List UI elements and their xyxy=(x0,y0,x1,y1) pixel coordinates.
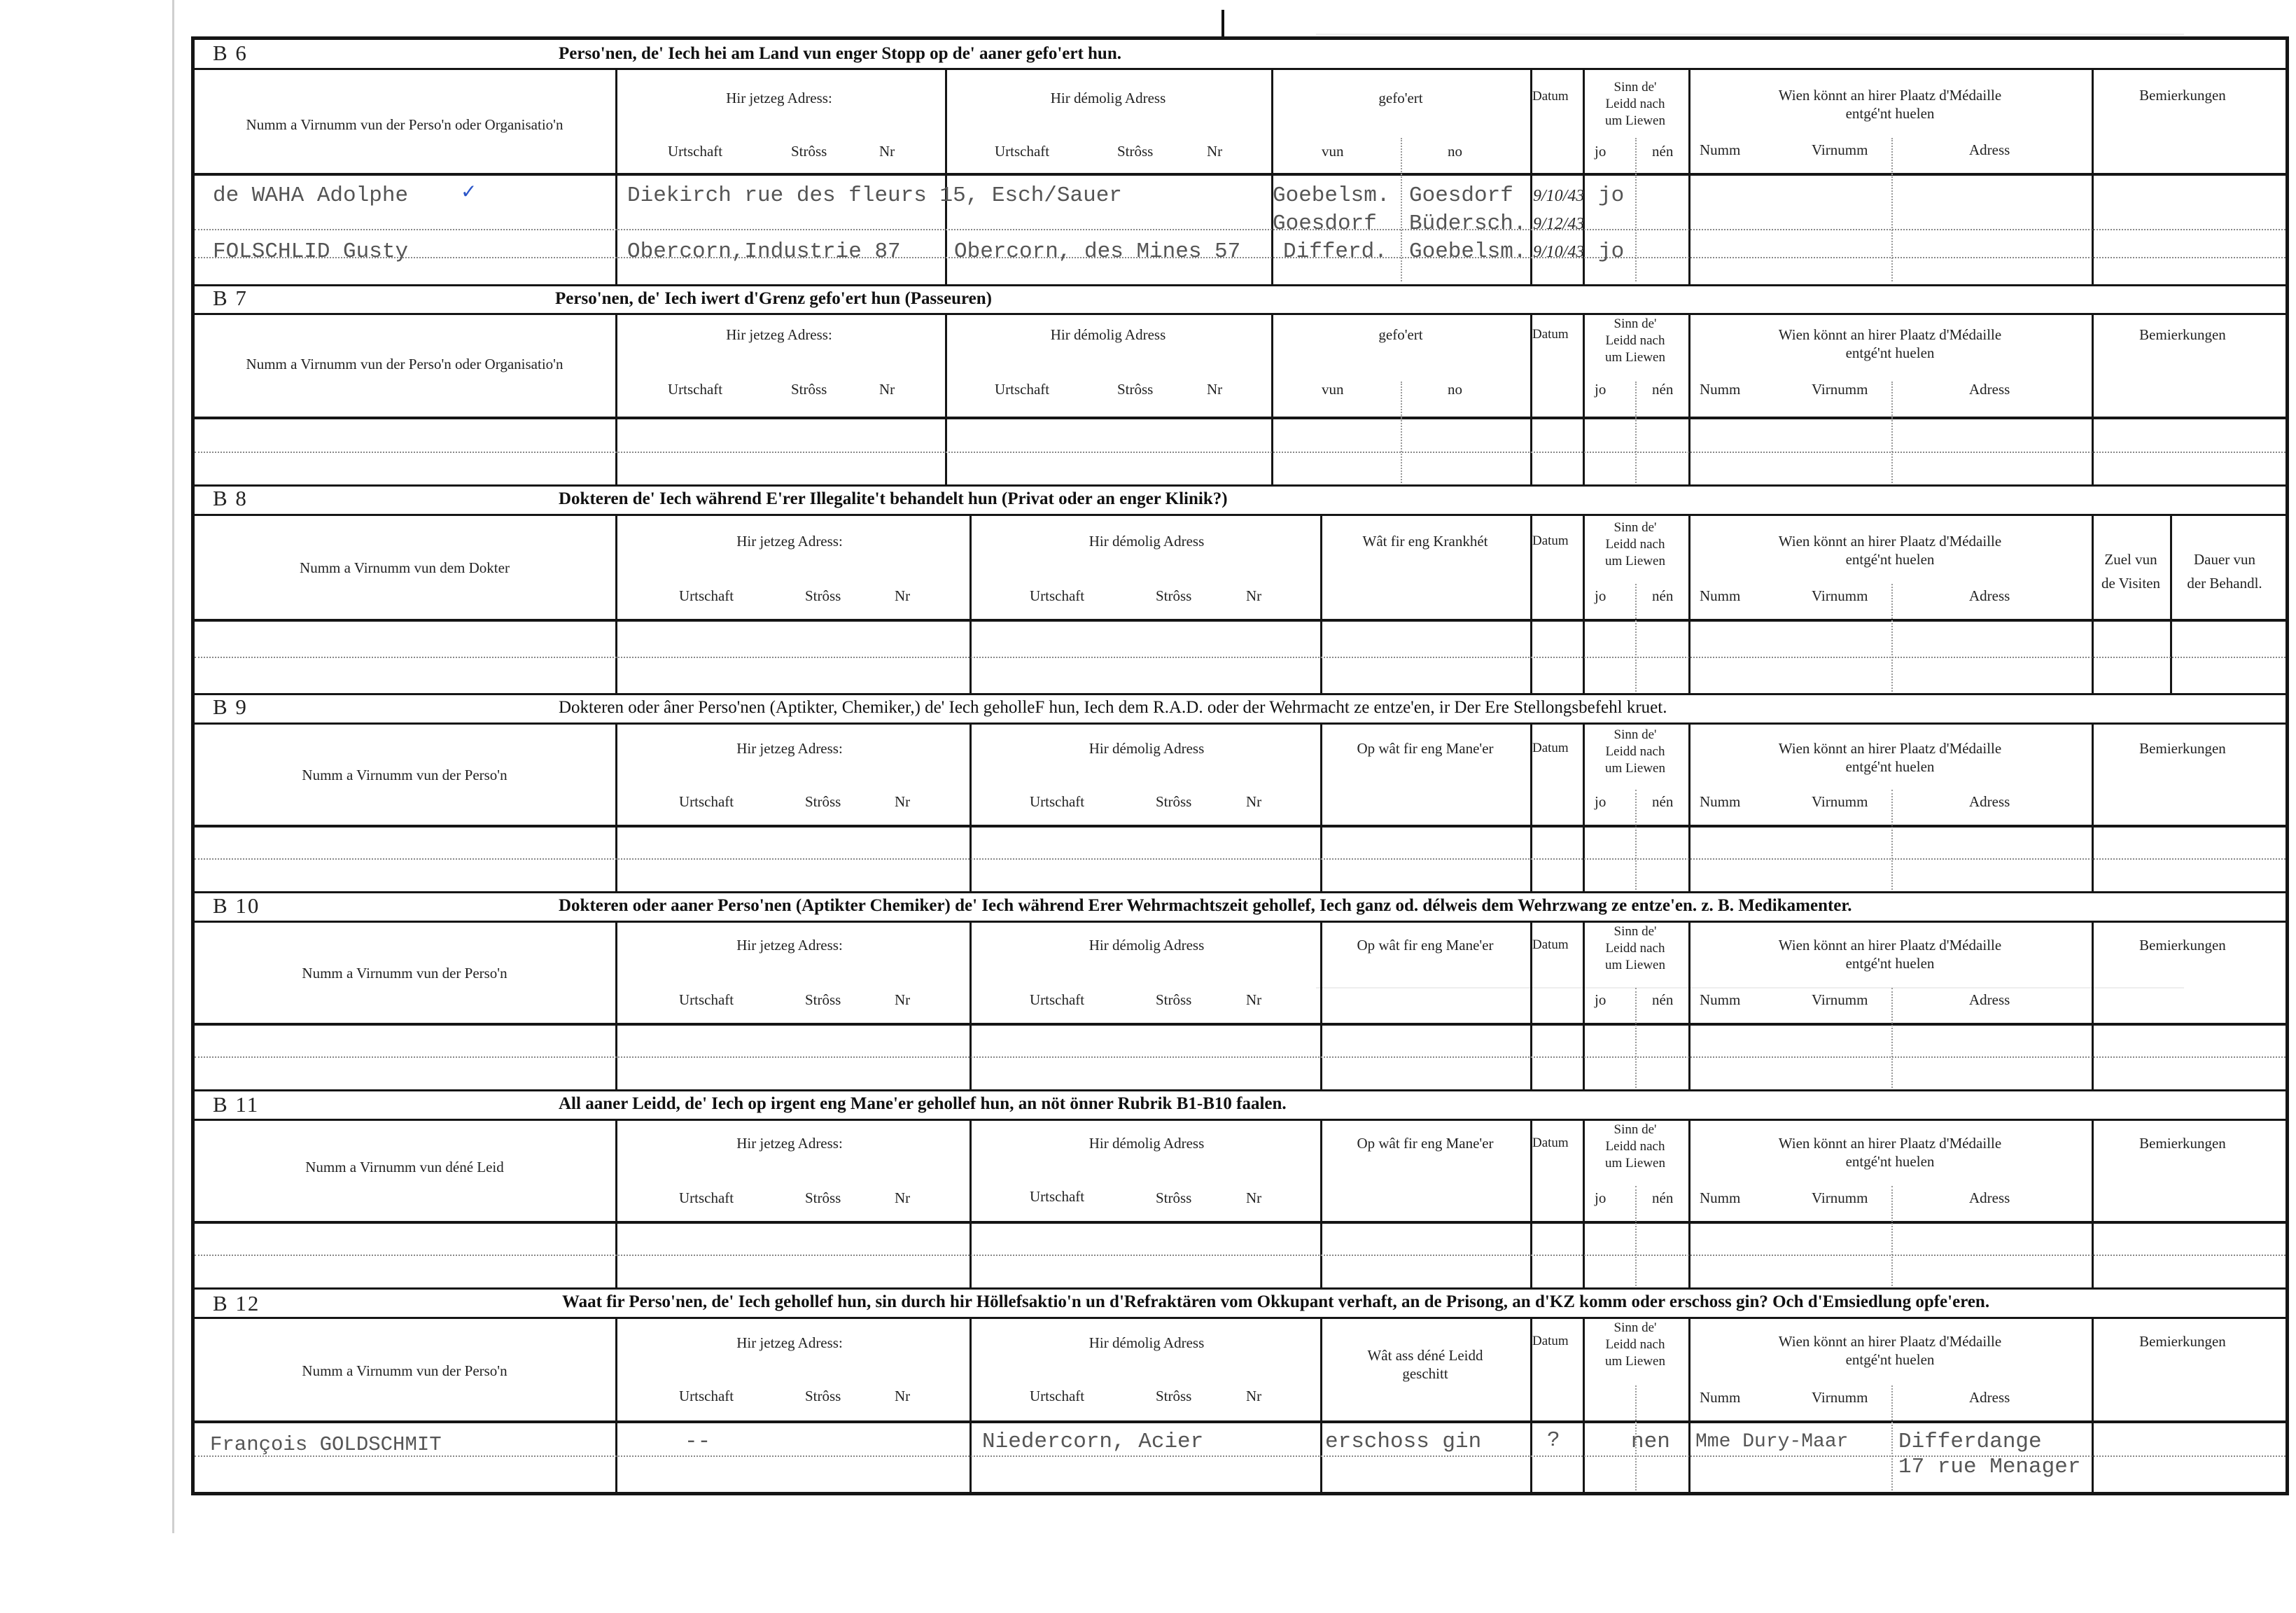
entry-yes: jo xyxy=(1598,183,1625,208)
column-header: no xyxy=(1448,143,1462,160)
column-header: jo xyxy=(1595,381,1606,398)
column-header: Strôss xyxy=(805,793,841,810)
column-header: nén xyxy=(1652,1189,1674,1206)
column-header: Nr xyxy=(895,991,911,1008)
column-header: Urtschaft xyxy=(679,587,734,604)
section-title: Dokteren de' Iech während E'rer Illegalite't behandelt hun (Privat oder an enger Klinik?) xyxy=(559,489,1228,508)
entry-what-happened: erschoss gin xyxy=(1325,1430,1482,1454)
column-header: Wien könnt an hirer Plaatz d'Médaille xyxy=(1778,740,2002,757)
section-code: B 10 xyxy=(213,893,260,918)
section-b11 xyxy=(195,1091,2286,1289)
section-title: Perso'nen, de' Iech iwert d'Grenz gefo'ert hun (Passeuren) xyxy=(555,289,992,308)
column-header: nén xyxy=(1652,381,1674,398)
entry-to: Goesdorf xyxy=(1409,183,1513,208)
entry-to: Goebelsm. xyxy=(1409,239,1527,264)
column-header: Wât fir eng Krankhét xyxy=(1362,533,1488,550)
column-header: jo xyxy=(1595,1189,1606,1206)
entry-no: nen xyxy=(1631,1430,1670,1454)
column-header: Adress xyxy=(1969,381,2010,398)
column-header: Leidd nach xyxy=(1605,1139,1665,1154)
column-header: Leidd nach xyxy=(1605,537,1665,552)
column-header: Virnumm xyxy=(1812,991,1868,1008)
column-header: Datum xyxy=(1532,1334,1569,1348)
column-header: Bemierkungen xyxy=(2139,1333,2226,1350)
column-header: der Behandl. xyxy=(2187,575,2262,592)
entry-name: de WAHA Adolphe xyxy=(213,183,409,208)
entry-date: 9/10/43 xyxy=(1533,243,1585,261)
column-header: Hir jetzeg Adress: xyxy=(736,1334,843,1351)
column-header: Sinn de' xyxy=(1614,727,1657,742)
column-header: Leidd nach xyxy=(1605,97,1665,111)
entry-yes: jo xyxy=(1598,239,1625,264)
entry-former-address: Obercorn, des Mines 57 xyxy=(954,239,1241,264)
column-header: Numm a Virnumm vun der Perso'n oder Organisatio'n xyxy=(246,116,564,133)
column-header: Virnumm xyxy=(1812,587,1868,604)
column-header: Bemierkungen xyxy=(2139,1135,2226,1152)
section-title: Waat fir Perso'nen, de' Iech gehollef hun, sin durch hir Höllefsaktio'n un d'Refraktären vom Okkupant verhaft, an de Prisong, an d'KZ komm oder erschoss gin? Och d'Emsiedlung opfe'eren. xyxy=(562,1292,1990,1311)
column-header: entgé'nt huelen xyxy=(1845,1153,1935,1170)
column-header: Nr xyxy=(1246,1189,1262,1206)
column-header: Urtschaft xyxy=(995,143,1050,160)
column-header: Virnumm xyxy=(1812,793,1868,810)
entry-date: ? xyxy=(1547,1428,1560,1453)
section-b8 xyxy=(195,486,2286,694)
column-header: gefo'ert xyxy=(1378,90,1423,106)
column-header: entgé'nt huelen xyxy=(1845,955,1935,972)
entry-date: 9/10/43 xyxy=(1533,187,1585,205)
column-header: Virnumm xyxy=(1812,1189,1868,1206)
column-header: Nr xyxy=(1246,587,1262,604)
column-header: Strôss xyxy=(805,1189,841,1206)
column-header: Numm xyxy=(1700,793,1741,810)
page-marker xyxy=(1222,10,1224,36)
column-header: Adress xyxy=(1969,1389,2010,1406)
entry-from: Differd. xyxy=(1283,239,1387,264)
column-header: Leidd nach xyxy=(1605,744,1665,759)
column-header: Bemierkungen xyxy=(2139,326,2226,343)
column-header: Numm xyxy=(1700,381,1741,398)
column-header: geschitt xyxy=(1402,1365,1448,1382)
column-header: Nr xyxy=(1246,1388,1262,1404)
column-header: Urtschaft xyxy=(1030,991,1085,1008)
column-header: Numm xyxy=(1700,1389,1741,1406)
column-header: nén xyxy=(1652,143,1674,160)
section-code: B 6 xyxy=(213,41,248,65)
column-header: entgé'nt huelen xyxy=(1845,344,1935,361)
section-code: B 9 xyxy=(213,694,248,719)
column-header: Numm xyxy=(1700,587,1741,604)
column-header: nén xyxy=(1652,991,1674,1008)
column-header: Urtschaft xyxy=(679,1388,734,1404)
column-header: Strôss xyxy=(805,991,841,1008)
column-header: Hir démolig Adress xyxy=(1050,326,1166,343)
column-header: Hir démolig Adress xyxy=(1088,1135,1205,1152)
column-header: Numm xyxy=(1700,141,1741,158)
column-header: Nr xyxy=(879,143,895,160)
column-header: Numm a Virnumm vun dem Dokter xyxy=(300,559,510,576)
column-header: de Visiten xyxy=(2101,575,2161,592)
column-header: Numm xyxy=(1700,1189,1741,1206)
column-header: Numm a Virnumm vun der Perso'n xyxy=(302,767,507,783)
section-title: All aaner Leidd, de' Iech op irgent eng Mane'er gehollef hun, an nöt önner Rubrik B1-B10 faalen. xyxy=(559,1094,1287,1113)
column-header: vun xyxy=(1322,381,1344,398)
column-header: Wien könnt an hirer Plaatz d'Médaille xyxy=(1778,937,2002,954)
column-header: Numm xyxy=(1700,991,1741,1008)
entry-current-address: Obercorn,Industrie 87 xyxy=(627,239,901,264)
column-header: Op wât fir eng Mane'er xyxy=(1357,740,1494,757)
entry-former-address: Niedercorn, Acier xyxy=(982,1430,1204,1454)
column-header: Op wât fir eng Mane'er xyxy=(1357,1135,1494,1152)
column-header: Sinn de' xyxy=(1614,1320,1657,1335)
check-mark: ✓ xyxy=(461,180,477,203)
column-header: entgé'nt huelen xyxy=(1845,758,1935,775)
column-header: Strôss xyxy=(1156,1388,1192,1404)
column-header: Leidd nach xyxy=(1605,941,1665,956)
column-header: Strôss xyxy=(805,587,841,604)
column-header: um Liewen xyxy=(1604,1156,1666,1171)
column-header: Bemierkungen xyxy=(2139,87,2226,104)
entry-from: Goebelsm. xyxy=(1273,183,1390,208)
column-header: Sinn de' xyxy=(1614,924,1657,939)
column-header: Hir démolig Adress xyxy=(1088,740,1205,757)
column-header: Hir jetzeg Adress: xyxy=(726,90,832,106)
column-header: Wien könnt an hirer Plaatz d'Médaille xyxy=(1778,87,2002,104)
section-b12 xyxy=(195,1289,2286,1492)
column-header: Datum xyxy=(1532,533,1569,548)
column-header: Bemierkungen xyxy=(2139,740,2226,757)
column-header: Nr xyxy=(1207,143,1223,160)
section-b10 xyxy=(195,893,2286,1091)
column-header: Urtschaft xyxy=(1030,793,1085,810)
column-header: Urtschaft xyxy=(1030,587,1085,604)
column-header: Hir jetzeg Adress: xyxy=(736,740,843,757)
entry-date: 9/12/43 xyxy=(1533,215,1585,233)
column-header: Adress xyxy=(1969,991,2010,1008)
entry-to: Büdersch. xyxy=(1409,211,1527,236)
column-header: Nr xyxy=(1207,381,1223,398)
column-header: Bemierkungen xyxy=(2139,937,2226,954)
column-header: Datum xyxy=(1532,1136,1569,1150)
column-header: Hir jetzeg Adress: xyxy=(726,326,832,343)
column-header: Wât ass déné Leidd xyxy=(1367,1347,1483,1364)
column-header: jo xyxy=(1595,587,1606,604)
column-header: Datum xyxy=(1532,89,1569,104)
page-edge xyxy=(172,0,174,1533)
column-header: entgé'nt huelen xyxy=(1845,105,1935,122)
column-header: no xyxy=(1448,381,1462,398)
column-header: Hir jetzeg Adress: xyxy=(736,1135,843,1152)
section-title: Perso'nen, de' Iech hei am Land vun enger Stopp op de' aaner gefo'ert hun. xyxy=(559,44,1121,63)
section-b6 xyxy=(195,40,2286,286)
column-header: Hir démolig Adress xyxy=(1088,533,1205,550)
entry-current-address: -- xyxy=(685,1430,711,1454)
section-code: B 12 xyxy=(213,1291,260,1315)
section-code: B 11 xyxy=(213,1092,260,1117)
column-header: Adress xyxy=(1969,141,2010,158)
column-header: Strôss xyxy=(1156,991,1192,1008)
column-header: um Liewen xyxy=(1604,113,1666,128)
section-b9 xyxy=(195,694,2286,893)
column-header: Numm a Virnumm vun der Perso'n oder Organisatio'n xyxy=(246,356,564,372)
column-header: Strôss xyxy=(1117,381,1154,398)
entry-medal-address: Differdange xyxy=(1898,1430,2042,1454)
column-header: Wien könnt an hirer Plaatz d'Médaille xyxy=(1778,533,2002,550)
entry-from: Goesdorf xyxy=(1273,211,1377,236)
column-header: Hir démolig Adress xyxy=(1088,937,1205,954)
entry-medal-name: Mme Dury-Maar xyxy=(1695,1431,1849,1453)
column-header: Nr xyxy=(879,381,895,398)
column-header: vun xyxy=(1322,143,1344,160)
section-code: B 8 xyxy=(213,486,248,510)
column-header: Urtschaft xyxy=(668,381,723,398)
column-header: Datum xyxy=(1532,937,1569,952)
column-header: Strôss xyxy=(805,1388,841,1404)
column-header: Strôss xyxy=(1156,1189,1192,1206)
column-header: Leidd nach xyxy=(1605,333,1665,348)
column-header: nén xyxy=(1652,793,1674,810)
column-header: Zuel vun xyxy=(2104,551,2157,568)
column-header: Op wât fir eng Mane'er xyxy=(1357,937,1494,954)
column-header: Wien könnt an hirer Plaatz d'Médaille xyxy=(1778,1135,2002,1152)
column-header: Nr xyxy=(895,1189,911,1206)
column-header: um Liewen xyxy=(1604,958,1666,972)
column-header: Urtschaft xyxy=(1030,1188,1085,1205)
section-title: Dokteren oder âner Perso'nen (Aptikter, Chemiker,) de' Iech geholleF hun, Iech dem R.A.D. oder der Wehrmacht ze entze'en, ir Der Ere Stellongsbefehl kruet. xyxy=(559,698,1667,717)
section-title: Dokteren oder aaner Perso'nen (Aptikter Chemiker) de' Iech während Erer Wehrmachtszeit gehollef, Iech ganz od. délweis dem Wehrzwang ze entze'en. z. B. Medikamenter. xyxy=(559,896,1852,915)
column-header: Hir démolig Adress xyxy=(1050,90,1166,106)
entry-medal-address: 17 rue Menager xyxy=(1898,1455,2081,1479)
column-header: Sinn de' xyxy=(1614,316,1657,331)
column-header: jo xyxy=(1595,991,1606,1008)
column-header: Urtschaft xyxy=(995,381,1050,398)
column-header: um Liewen xyxy=(1604,350,1666,365)
column-header: Strôss xyxy=(1156,587,1192,604)
column-header: Wien könnt an hirer Plaatz d'Médaille xyxy=(1778,1333,2002,1350)
column-header: Wien könnt an hirer Plaatz d'Médaille xyxy=(1778,326,2002,343)
column-header: Sinn de' xyxy=(1614,1122,1657,1137)
column-header: jo xyxy=(1595,143,1606,160)
column-header: Nr xyxy=(1246,991,1262,1008)
column-header: nén xyxy=(1652,587,1674,604)
column-header: Adress xyxy=(1969,1189,2010,1206)
column-header: Numm a Virnumm vun der Perso'n xyxy=(302,1362,507,1379)
column-header: Nr xyxy=(895,1388,911,1404)
column-header: Nr xyxy=(895,793,911,810)
column-header: Hir démolig Adress xyxy=(1088,1334,1205,1351)
column-header: Virnumm xyxy=(1812,381,1868,398)
column-header: Urtschaft xyxy=(1030,1388,1085,1404)
column-header: Sinn de' xyxy=(1614,80,1657,95)
column-header: Datum xyxy=(1532,741,1569,755)
column-header: Hir jetzeg Adress: xyxy=(736,937,843,954)
column-header: Strôss xyxy=(791,143,827,160)
column-header: um Liewen xyxy=(1604,1354,1666,1369)
column-header: um Liewen xyxy=(1604,554,1666,568)
column-header: Leidd nach xyxy=(1605,1337,1665,1352)
entry-current-address: Diekirch rue des fleurs 15, Esch/Sauer xyxy=(627,183,1122,208)
column-header: Strôss xyxy=(1156,793,1192,810)
faint-rule xyxy=(1316,34,2184,35)
column-header: Urtschaft xyxy=(679,991,734,1008)
section-b7 xyxy=(195,286,2286,486)
form-grid xyxy=(191,36,2289,1495)
column-header: entgé'nt huelen xyxy=(1845,1351,1935,1368)
column-header: Strôss xyxy=(791,381,827,398)
column-header: Nr xyxy=(1246,793,1262,810)
column-header: Virnumm xyxy=(1812,1389,1868,1406)
column-header: Nr xyxy=(895,587,911,604)
column-header: Urtschaft xyxy=(679,1189,734,1206)
entry-name: FOLSCHLID Gusty xyxy=(213,239,409,264)
entry-name: François GOLDSCHMIT xyxy=(210,1433,442,1456)
column-header: jo xyxy=(1595,793,1606,810)
column-header: Datum xyxy=(1532,327,1569,342)
column-header: Hir jetzeg Adress: xyxy=(736,533,843,550)
column-header: entgé'nt huelen xyxy=(1845,551,1935,568)
column-header: Urtschaft xyxy=(679,793,734,810)
column-header: Sinn de' xyxy=(1614,520,1657,535)
column-header: um Liewen xyxy=(1604,761,1666,776)
column-header: Dauer vun xyxy=(2193,551,2256,568)
column-header: Adress xyxy=(1969,587,2010,604)
column-header: gefo'ert xyxy=(1378,326,1423,343)
column-header: Numm a Virnumm vun déné Leid xyxy=(305,1159,504,1175)
column-header: Virnumm xyxy=(1812,141,1868,158)
column-header: Numm a Virnumm vun der Perso'n xyxy=(302,965,507,982)
column-header: Adress xyxy=(1969,793,2010,810)
section-code: B 7 xyxy=(213,286,248,310)
column-header: Strôss xyxy=(1117,143,1154,160)
column-header: Urtschaft xyxy=(668,143,723,160)
